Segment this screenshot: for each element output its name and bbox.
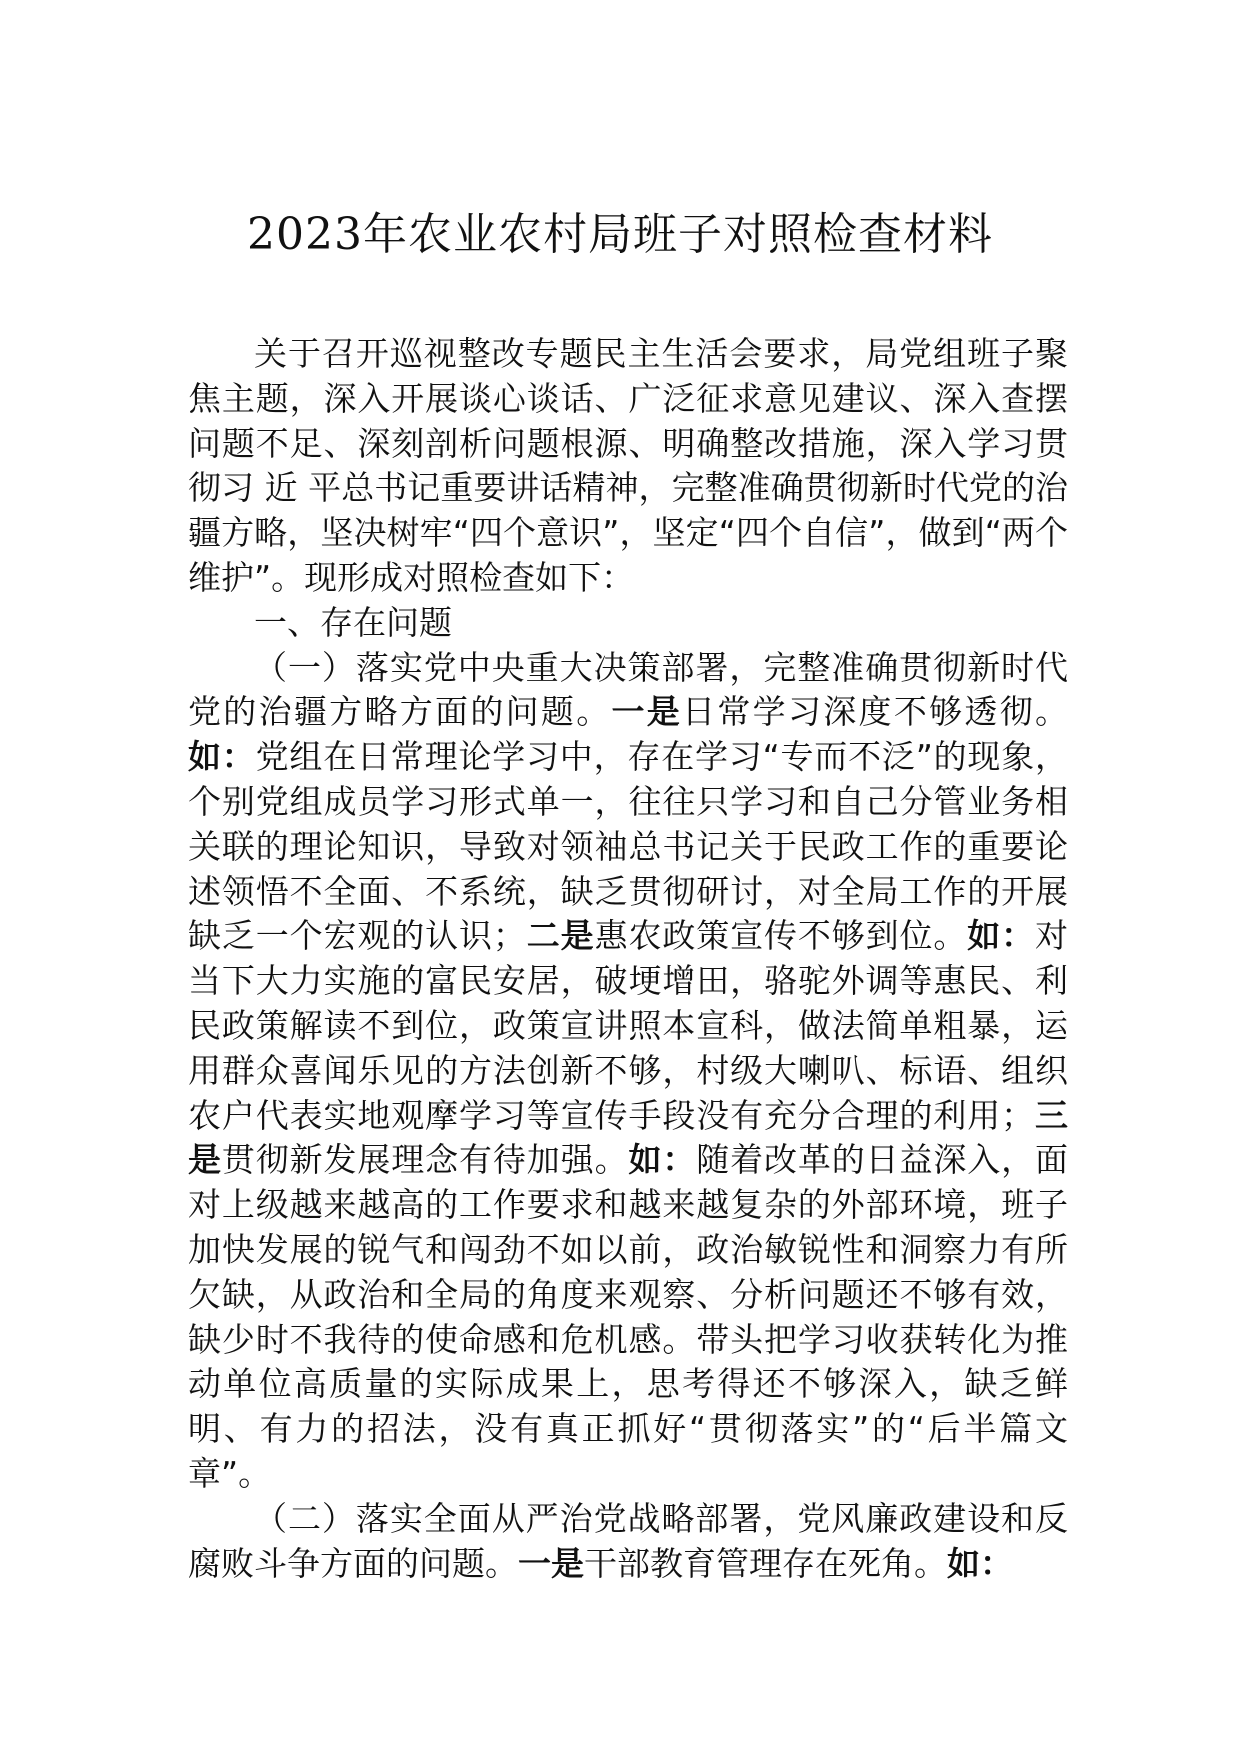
paragraph (188, 1497, 1068, 1587)
paragraph-text: 关于召开巡视整改专题民主生活会要求，局党组班子聚焦主题，深入开展谈心谈话、广泛征求意见建议、深入查摆问题不足、深刻剖析问题根源、明确整改措施，深入学习贯彻习 近 平总书记重要讲话精神，完整准确贯彻新时代党的治疆方略，坚决树牢“四个意识”，坚定“四个自信”，做到“两个维护”。现形成对照检查如下： (188, 334, 1068, 597)
paragraph-text: 党组在日常理论学习中，存在学习“专而不泛”的现象，个别党组成员学习形式单一，往往只学习和自己分管业务相关联的理论知识，导致对领袖总书记关于民政工作的重要论述领悟不全面、不系统，缺乏贯彻研讨，对全局工作的开展缺乏一个宏观的认识； (188, 737, 1068, 956)
bold-keyword: 一是 (518, 1543, 584, 1583)
bold-keyword: 二是 (525, 916, 595, 956)
document-body (188, 332, 1068, 1586)
paragraph-text: 惠农政策宣传不够到位。 (594, 916, 968, 956)
paragraph-text: 日常学习深度不够透彻。 (682, 692, 1069, 732)
paragraph-text: 一、存在问题 (254, 602, 452, 642)
bold-keyword: 如： (188, 737, 256, 777)
paragraph-text: 干部教育管理存在死角。 (584, 1543, 947, 1583)
bold-keyword: 如： (967, 916, 1036, 956)
paragraph-text: 对当下大力实施的富民安居，破埂增田，骆驼外调等惠民、利民政策解读不到位，政策宣讲照本宣科，做法简单粗暴，运用群众喜闻乐见的方法创新不够，村级大喇叭、标语、组织农户代表实地观摩学习等宣传手段没有充分合理的利用； (188, 916, 1069, 1135)
document-title: 2023年农业农村局班子对照检查材料 (247, 209, 993, 260)
paragraph-text: （二）落实全面从严治党战略部署，党风廉政建设和反腐败斗争方面的问题。 (188, 1498, 1068, 1583)
paragraph-text: 随着改革的日益深入，面对上级越来越高的工作要求和越来越复杂的外部环境，班子加快发展的锐气和闯劲不如以前，政治敏锐性和洞察力有所欠缺，从政治和全局的角度来观察、分析问题还不够有效，缺少时不我待的使命感和危机感。带头把学习收获转化为推动单位高质量的实际成果上，思考得还不够深入，缺乏鲜明、有力的招法，没有真正抓好“贯彻落实”的“后半篇文章”。 (188, 1140, 1069, 1493)
paragraph-text: （一）落实党中央重大决策部署，完整准确贯彻新时代党的治疆方略方面的问题。 (188, 647, 1068, 732)
paragraph-text: 贯彻新发展理念有待加强。 (221, 1140, 629, 1180)
bold-keyword: 如： (947, 1543, 1013, 1583)
paragraph (188, 646, 1068, 1497)
bold-keyword: 一是 (611, 692, 683, 732)
bold-keyword: 如： (628, 1140, 697, 1180)
paragraph (188, 332, 1068, 601)
bold-keyword: 三是 (188, 1095, 1069, 1180)
paragraph (188, 601, 1068, 646)
